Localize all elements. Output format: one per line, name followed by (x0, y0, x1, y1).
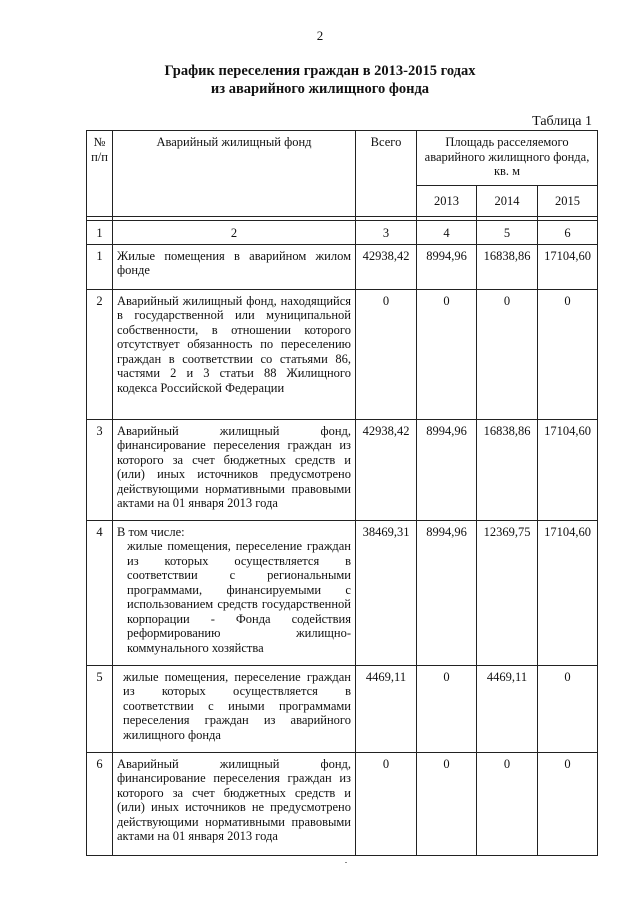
header-row (87, 131, 598, 186)
row-total: 42938,42 (356, 244, 417, 289)
row-description (113, 520, 356, 665)
scan-speck (345, 862, 347, 863)
row-2015: 0 (538, 665, 598, 752)
row-number: 5 (87, 665, 113, 752)
row-description: Жилые помещения в аварийном жилом фонде (113, 244, 356, 289)
row-2013: 0 (417, 289, 477, 419)
table-row (87, 752, 598, 855)
row-2013: 0 (417, 752, 477, 855)
row-2014: 16838,86 (477, 244, 538, 289)
row-2014: 16838,86 (477, 419, 538, 520)
row-total: 38469,31 (356, 520, 417, 665)
col-number: 2 (113, 221, 356, 245)
title-line-2: из аварийного жилищного фонда (210, 81, 430, 97)
document-title (0, 62, 640, 98)
row-description: Аварийный жилищный фонд, финансирование переселения граждан из которого за счет бюджетных средств и (или) иных источников предусмотрено действующими нормативными правовыми актами на 01 января 2013 года (113, 419, 356, 520)
header-total: Всего (356, 131, 417, 217)
header-year-2013: 2013 (417, 186, 477, 217)
row-2013: 8994,96 (417, 244, 477, 289)
row-description-head: В том числе: (117, 524, 185, 539)
row-description: Аварийный жилищный фонд, финансирование переселения граждан из которого за счет бюджетных средств и (или) иных источников не предусмотрено действующими нормативными правовыми актами на 01 января 2013 года (113, 752, 356, 855)
row-2014: 12369,75 (477, 520, 538, 665)
row-2015: 0 (538, 752, 598, 855)
row-number: 4 (87, 520, 113, 665)
row-2015: 17104,60 (538, 520, 598, 665)
table-row (87, 665, 598, 752)
row-2015: 0 (538, 289, 598, 419)
col-number: 5 (477, 221, 538, 245)
table-row (87, 289, 598, 419)
col-number: 1 (87, 221, 113, 245)
table-row (87, 520, 598, 665)
row-total: 42938,42 (356, 419, 417, 520)
row-2015: 17104,60 (538, 419, 598, 520)
row-2013: 8994,96 (417, 520, 477, 665)
row-number: 2 (87, 289, 113, 419)
row-description: Аварийный жилищный фонд, находящийся в государственной или муниципальной собственности, в отношении которого отсутствует обязанность по переселению граждан в соответствии со статьями 86, частями 2 и 3 статьи 88 Жилищного кодекса Российской Федерации (113, 289, 356, 419)
row-2014: 0 (477, 752, 538, 855)
row-number: 3 (87, 419, 113, 520)
table-row (87, 419, 598, 520)
row-description-body: жилые помещения, переселение граждан из которых осуществляется в соответствии с региональными программами, финансируемыми с использованием средств государственной корпорации - Фонда содействия реформированию жилищно-коммунального хозяйства (127, 539, 351, 655)
col-number: 4 (417, 221, 477, 245)
page-number: 2 (316, 28, 324, 43)
column-number-row (87, 221, 598, 245)
col-number: 3 (356, 221, 417, 245)
header-area: Площадь расселяемого аварийного жилищного фонда, кв. м (417, 131, 598, 186)
row-total: 0 (356, 752, 417, 855)
col-number: 6 (538, 221, 598, 245)
row-description: жилые помещения, переселение граждан из которых осуществляется в соответствии с иными программами переселения граждан из аварийного жилищного фонда (113, 665, 356, 752)
table-row (87, 244, 598, 289)
header-num: № п/п (87, 131, 113, 217)
header-fund: Аварийный жилищный фонд (113, 131, 356, 217)
row-number: 1 (87, 244, 113, 289)
row-total: 4469,11 (356, 665, 417, 752)
row-2014: 0 (477, 289, 538, 419)
row-2015: 17104,60 (538, 244, 598, 289)
table-label: Таблица 1 (532, 114, 592, 129)
row-2013: 0 (417, 665, 477, 752)
header-year-2014: 2014 (477, 186, 538, 217)
row-number: 6 (87, 752, 113, 855)
row-2013: 8994,96 (417, 419, 477, 520)
header-year-2015: 2015 (538, 186, 598, 217)
title-line-1: График переселения граждан в 2013-2015 годах (164, 63, 476, 79)
row-2014: 4469,11 (477, 665, 538, 752)
resettlement-table (86, 130, 598, 856)
row-total: 0 (356, 289, 417, 419)
